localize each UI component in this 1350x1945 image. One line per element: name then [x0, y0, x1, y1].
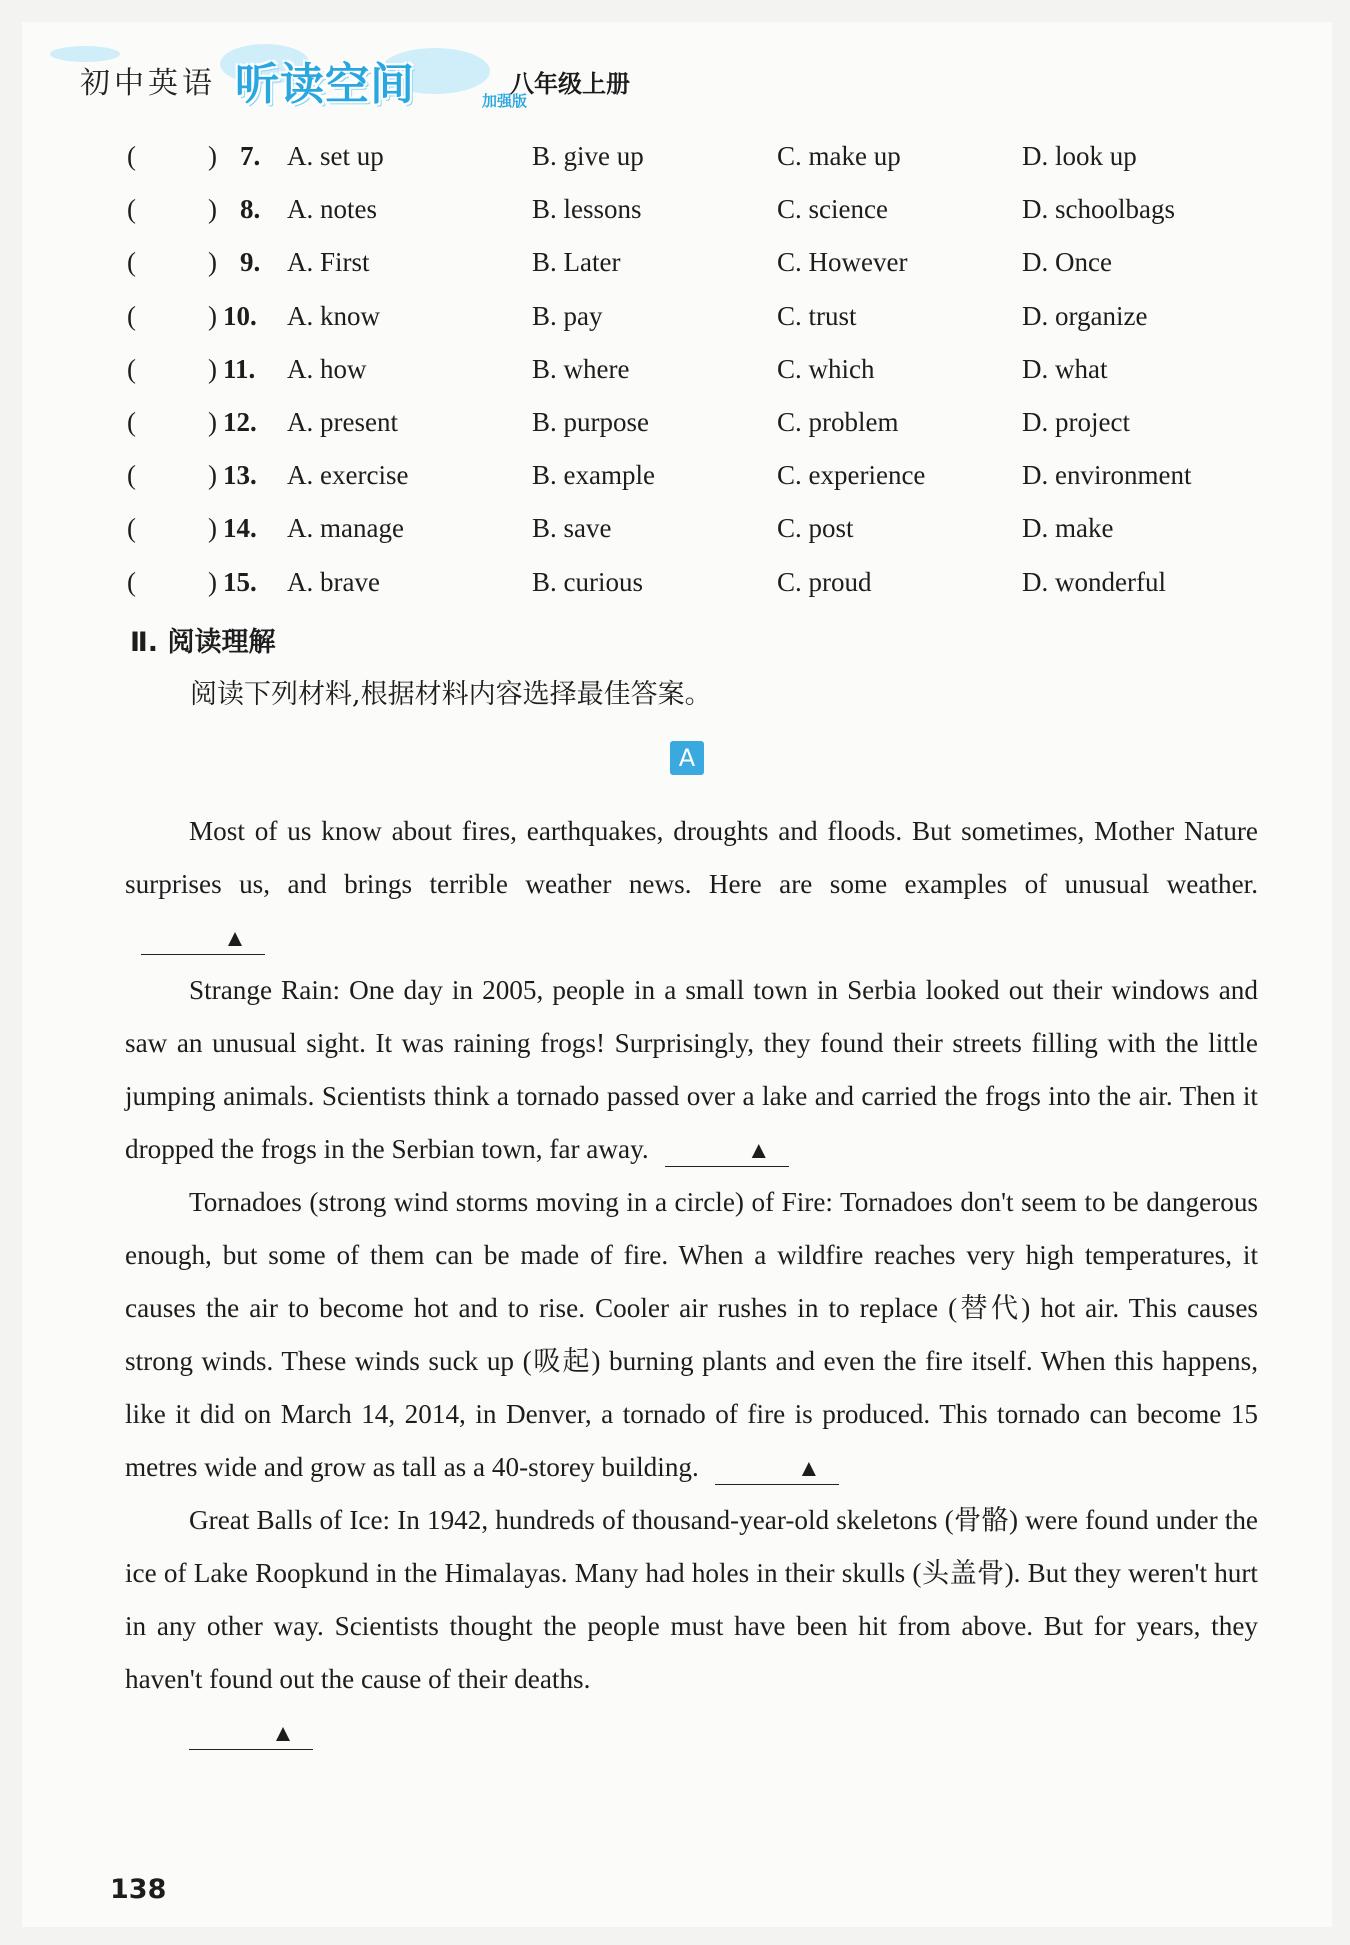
option-b[interactable]: B. give up: [532, 141, 644, 171]
question-row: [0, 460, 1350, 500]
passage-paragraph: [125, 1176, 1258, 1494]
option-b[interactable]: B. where: [532, 353, 630, 384]
option-a[interactable]: A. brave: [287, 566, 380, 597]
option-d[interactable]: D. schoolbags: [1022, 194, 1175, 225]
option-b[interactable]: B. pay: [532, 300, 603, 331]
section-instruction: 阅读下列材料,根据材料内容选择最佳答案。: [190, 679, 712, 710]
option-a[interactable]: A. exercise: [287, 460, 409, 491]
answer-paren-left[interactable]: (: [127, 141, 136, 171]
answer-paren-right: ): [208, 194, 217, 225]
question-row: [0, 194, 1350, 234]
answer-paren-right: ): [208, 460, 217, 491]
answer-blank[interactable]: ▲: [665, 1136, 789, 1167]
book-series-prefix: 初中英语: [80, 66, 216, 101]
page-number: 138: [110, 1874, 167, 1905]
option-d[interactable]: D. make: [1022, 513, 1114, 544]
option-d[interactable]: D. what: [1022, 353, 1108, 384]
option-c[interactable]: C. problem: [777, 407, 899, 437]
option-b[interactable]: B. purpose: [532, 407, 649, 437]
answer-paren-right: ): [208, 513, 217, 544]
question-row: [0, 513, 1350, 553]
edition-badge: 加强版: [482, 92, 528, 110]
option-a[interactable]: A. how: [287, 353, 367, 384]
passage-paragraph: [125, 805, 1258, 964]
answer-paren-left[interactable]: (: [127, 353, 136, 384]
passage-paragraph: [125, 1494, 1258, 1706]
option-a[interactable]: A. manage: [287, 513, 404, 544]
question-row: [0, 407, 1350, 447]
option-b[interactable]: B. Later: [532, 247, 621, 278]
question-number: 13.: [223, 460, 257, 491]
answer-paren-right: ): [208, 407, 217, 437]
option-c[interactable]: C. However: [777, 247, 908, 278]
answer-paren-left[interactable]: (: [127, 566, 136, 597]
question-number: 14.: [223, 513, 257, 544]
paragraph-text: Great Balls of Ice: In 1942, hundreds of thousand-year-old skeletons (骨骼) were found under the ice of Lake Roopkund in the Himalayas. Many had holes in their skulls (头盖骨). But they weren't hurt in any other way. Scientists thought the people must have been hit from above. But for years, they haven't found out the cause of their deaths.: [125, 1505, 1258, 1694]
answer-paren-right: ): [208, 141, 217, 171]
option-d[interactable]: D. project: [1022, 407, 1130, 437]
answer-paren-left[interactable]: (: [127, 460, 136, 491]
option-d[interactable]: D. Once: [1022, 247, 1112, 278]
answer-paren-right: ): [208, 353, 217, 384]
option-b[interactable]: B. lessons: [532, 194, 642, 225]
question-row: [0, 301, 1350, 341]
book-title-logo: 听读空间: [235, 59, 415, 110]
option-b[interactable]: B. example: [532, 460, 655, 491]
question-row: [0, 354, 1350, 394]
option-c[interactable]: C. proud: [777, 566, 872, 597]
paragraph-text: Tornadoes (strong wind storms moving in a circle) of Fire: Tornadoes don't seem to be dangerous enough, but some of them can be made of fire. When a wildfire reaches very high temperatures, it causes the air to become hot and to rise. Cooler air rushes in to replace (替代) hot air. This causes strong winds. These winds suck up (吸起) burning plants and even the fire itself. When this happens, like it did on March 14, 2014, in Denver, a tornado of fire is produced. This tornado can become 15 metres wide and grow as tall as a 40-storey building.: [125, 1187, 1258, 1482]
answer-blank[interactable]: ▲: [141, 924, 265, 955]
question-row: [0, 141, 1350, 181]
option-d[interactable]: D. environment: [1022, 460, 1192, 491]
answer-blank[interactable]: ▲: [189, 1719, 313, 1750]
question-row: [0, 247, 1350, 287]
option-a[interactable]: A. present: [287, 407, 398, 437]
grade-label: 八年级上册: [510, 70, 630, 98]
option-a[interactable]: A. set up: [287, 141, 384, 171]
answer-blank[interactable]: ▲: [715, 1454, 839, 1485]
page-header: [50, 40, 950, 120]
paragraph-text: Most of us know about fires, earthquakes, droughts and floods. But sometimes, Mother Nature surprises us, and brings terrible weather news. Here are some examples of unusual weather.: [125, 816, 1258, 899]
passage-paragraph: [125, 964, 1258, 1176]
question-number: 9.: [240, 247, 261, 278]
section-title: Ⅱ. 阅读理解: [130, 627, 276, 658]
question-number: 7.: [240, 141, 261, 171]
question-number: 11.: [223, 353, 256, 384]
option-b[interactable]: B. curious: [532, 566, 643, 597]
question-number: 15.: [223, 566, 257, 597]
option-d[interactable]: D. look up: [1022, 141, 1137, 171]
option-c[interactable]: C. trust: [777, 300, 857, 331]
paragraph-text: Strange Rain: One day in 2005, people in a small town in Serbia looked out their windows and saw an unusual sight. It was raining frogs! Surprisingly, they found their streets filling with the little jumping animals. Scientists think a tornado passed over a lake and carried the frogs into the air. Then it dropped the frogs in the Serbian town, far away.: [125, 975, 1258, 1164]
option-d[interactable]: D. wonderful: [1022, 566, 1166, 597]
answer-paren-left[interactable]: (: [127, 513, 136, 544]
question-row: [0, 567, 1350, 607]
option-a[interactable]: A. know: [287, 300, 380, 331]
answer-paren-left[interactable]: (: [127, 247, 136, 278]
question-number: 10.: [223, 300, 257, 331]
answer-paren-right: ): [208, 566, 217, 597]
question-number: 12.: [223, 407, 257, 437]
option-c[interactable]: C. post: [777, 513, 854, 544]
option-a[interactable]: A. First: [287, 247, 370, 278]
passage-blank-line: [125, 1706, 1258, 1759]
option-d[interactable]: D. organize: [1022, 300, 1148, 331]
answer-paren-right: ): [208, 300, 217, 331]
answer-paren-left[interactable]: (: [127, 194, 136, 225]
passage-label: A: [670, 741, 704, 775]
answer-paren-left[interactable]: (: [127, 300, 136, 331]
option-c[interactable]: C. science: [777, 194, 888, 225]
option-c[interactable]: C. experience: [777, 460, 926, 491]
answer-paren-left[interactable]: (: [127, 407, 136, 437]
option-c[interactable]: C. which: [777, 353, 875, 384]
question-number: 8.: [240, 194, 261, 225]
reading-passage: [125, 805, 1258, 1759]
option-c[interactable]: C. make up: [777, 141, 901, 171]
answer-paren-right: ): [208, 247, 217, 278]
option-b[interactable]: B. save: [532, 513, 612, 544]
option-a[interactable]: A. notes: [287, 194, 377, 225]
